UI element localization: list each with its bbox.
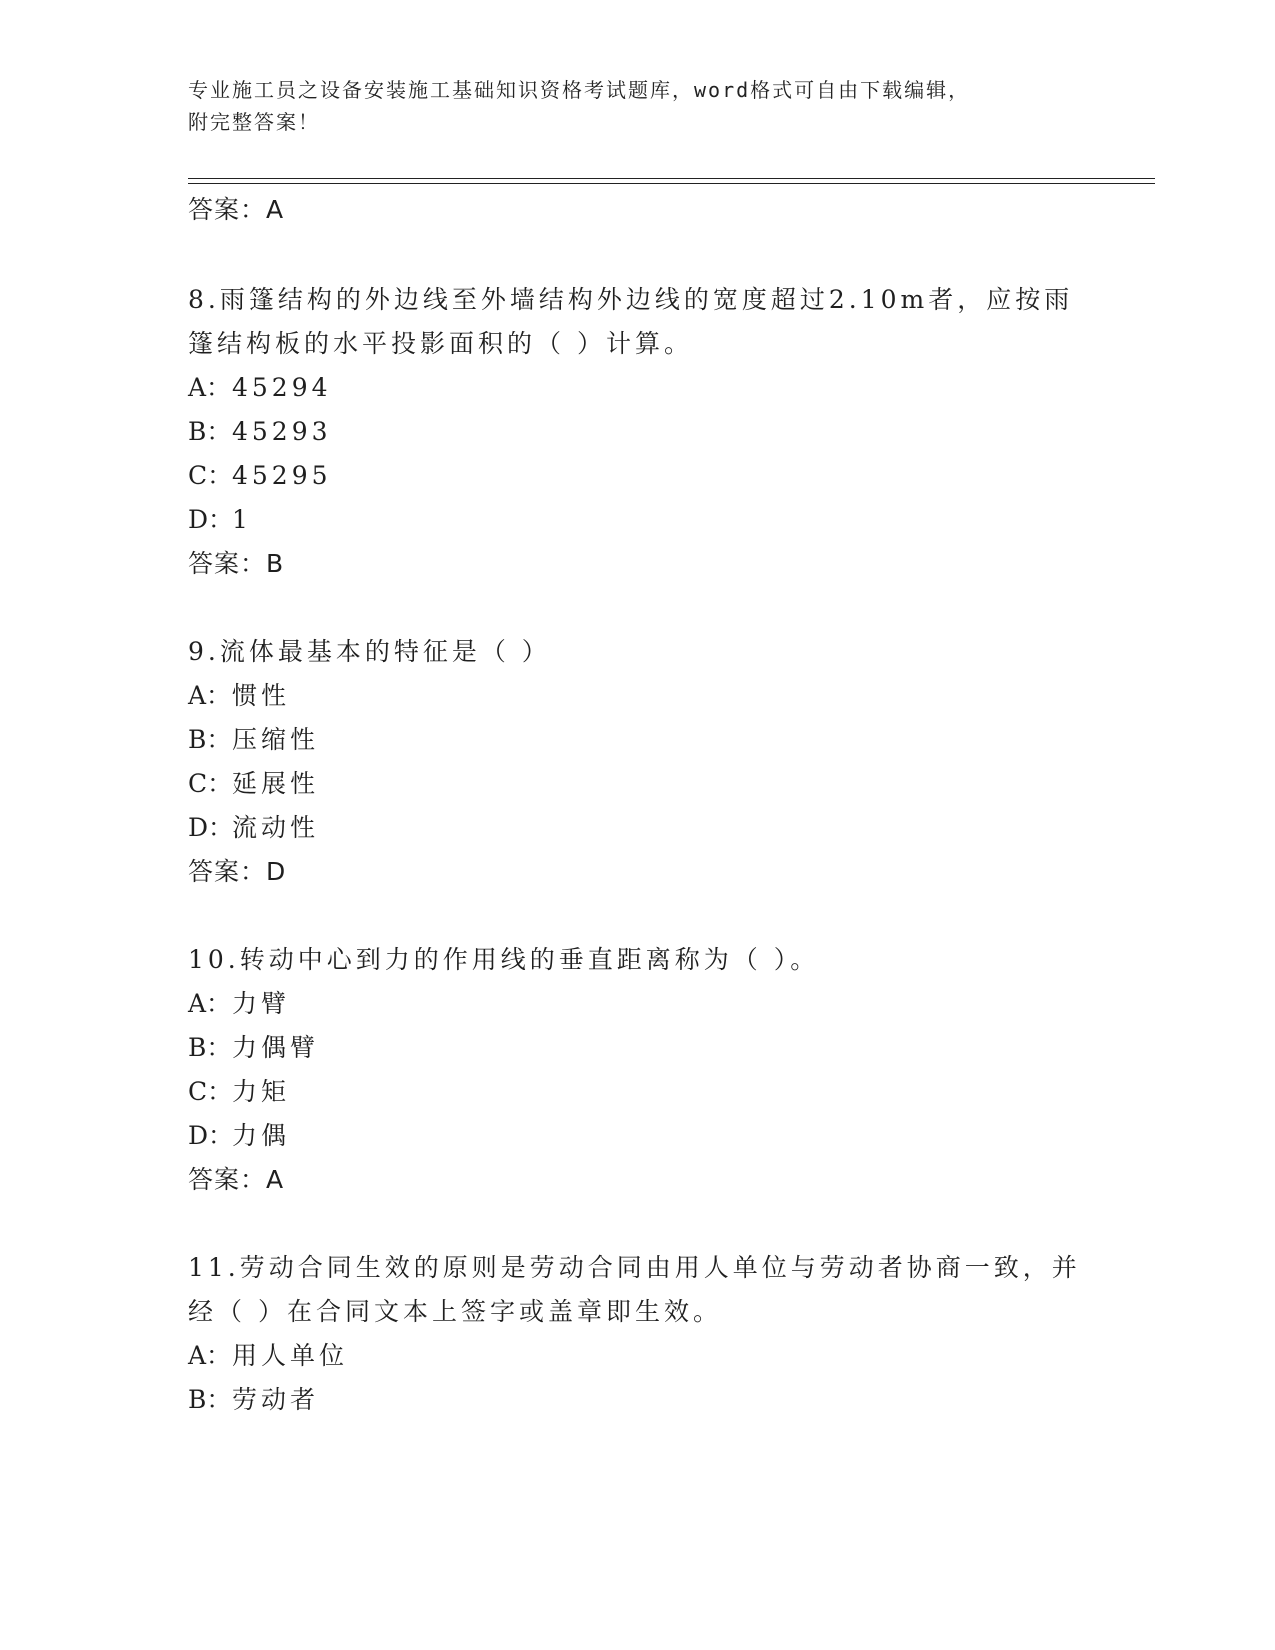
- previous-answer: 答案：A: [188, 195, 285, 224]
- question-9-option-d: [188, 808, 319, 844]
- question-8-option-d: [188, 500, 252, 536]
- option-key: D：: [188, 505, 234, 534]
- option-key: A：: [188, 989, 232, 1018]
- question-10-answer: 答案：A: [188, 1165, 285, 1194]
- option-key: C：: [188, 461, 233, 490]
- question-11-stem-line-2: 经（ ）在合同文本上签字或盖章即生效。: [188, 1297, 722, 1326]
- question-9-option-c: [188, 764, 319, 800]
- option-text: 用人单位: [232, 1341, 349, 1370]
- option-text: 力偶臂: [232, 1033, 320, 1062]
- option-key: D：: [188, 1121, 234, 1150]
- option-text: 力偶: [232, 1121, 291, 1150]
- header-divider-bottom: [188, 183, 1155, 184]
- option-key: B：: [188, 1385, 232, 1414]
- option-key: C：: [188, 769, 233, 798]
- question-10-option-b: [188, 1028, 319, 1064]
- question-10-option-c: [188, 1072, 290, 1108]
- question-9-option-b: [188, 720, 319, 756]
- question-11-stem-line-1: 11.劳动合同生效的原则是劳动合同由用人单位与劳动者协商一致，并: [188, 1253, 1081, 1282]
- question-8-option-b: [188, 412, 332, 448]
- option-text: 1: [232, 505, 252, 534]
- option-text: 45295: [232, 461, 332, 490]
- option-key: A：: [188, 681, 232, 710]
- question-9-answer: 答案：D: [188, 857, 287, 886]
- option-text: 压缩性: [232, 725, 320, 754]
- option-text: 惯性: [232, 681, 291, 710]
- header-line-1: 专业施工员之设备安装施工基础知识资格考试题库，word格式可自由下载编辑，: [188, 78, 971, 102]
- option-text: 45293: [232, 417, 332, 446]
- header-line-2: 附完整答案！: [188, 110, 320, 134]
- option-text: 45294: [232, 373, 332, 402]
- option-key: B：: [188, 1033, 232, 1062]
- option-text: 力臂: [232, 989, 291, 1018]
- option-key: A：: [188, 1341, 232, 1370]
- question-11-option-b: [188, 1380, 319, 1416]
- option-text: 流动性: [232, 813, 320, 842]
- question-8-stem-line-1: 8.雨篷结构的外边线至外墙结构外边线的宽度超过2.10m者，应按雨: [188, 285, 1074, 314]
- option-text: 力矩: [232, 1077, 291, 1106]
- option-key: B：: [188, 417, 232, 446]
- question-9-option-a: [188, 676, 290, 712]
- question-8-option-a: [188, 368, 332, 404]
- option-key: D：: [188, 813, 234, 842]
- question-8-option-c: [188, 456, 332, 492]
- question-10-stem: 10.转动中心到力的作用线的垂直距离称为（ ）。: [188, 945, 820, 974]
- question-11-option-a: [188, 1336, 348, 1372]
- option-text: 延展性: [232, 769, 320, 798]
- document-header: [188, 74, 1088, 138]
- header-divider-top: [188, 178, 1155, 179]
- question-10-option-a: [188, 984, 290, 1020]
- question-8-stem-line-2: 篷结构板的水平投影面积的（ ）计算。: [188, 329, 693, 358]
- option-key: A：: [188, 373, 232, 402]
- question-9-stem: 9.流体最基本的特征是（ ）: [188, 637, 551, 666]
- question-8-answer: 答案：B: [188, 549, 285, 578]
- option-key: B：: [188, 725, 232, 754]
- option-key: C：: [188, 1077, 233, 1106]
- option-text: 劳动者: [232, 1385, 320, 1414]
- question-10-option-d: [188, 1116, 290, 1152]
